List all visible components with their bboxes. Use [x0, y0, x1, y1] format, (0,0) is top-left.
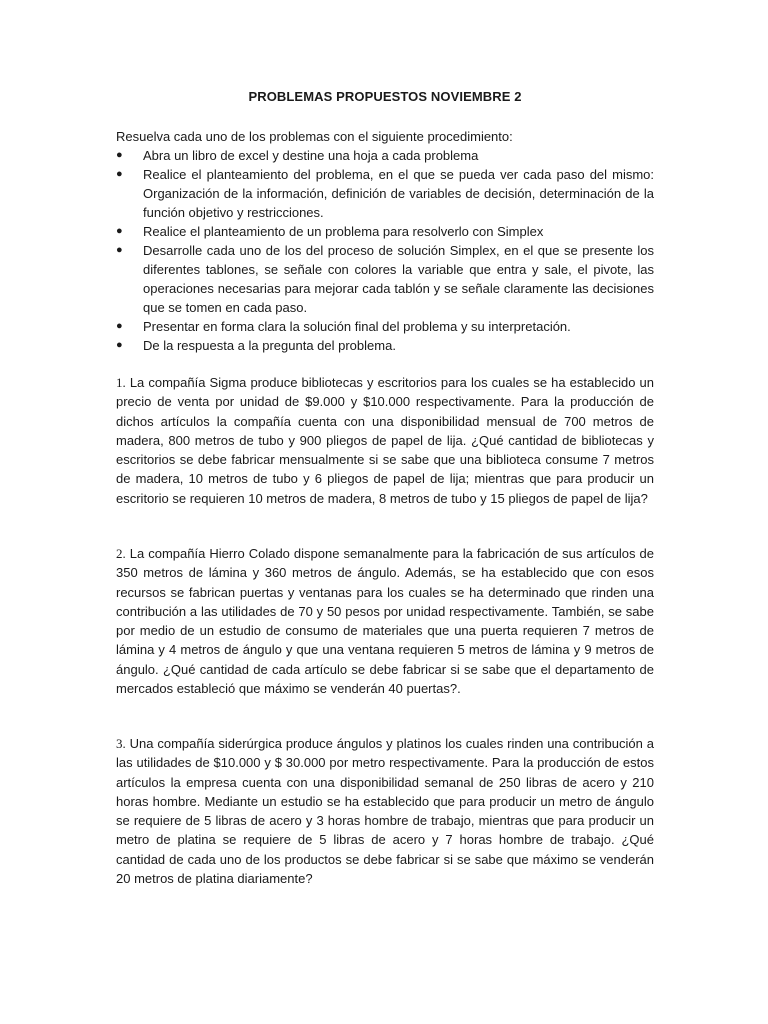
problem-number: 3. — [116, 736, 126, 751]
bullet-icon: ● — [116, 149, 123, 161]
bullet-icon: ● — [116, 339, 123, 351]
problem-1 — [116, 373, 654, 508]
problem-text: Una compañía siderúrgica produce ángulos y platinos los cuales rinden una contribución a las utilidades de $10.000 y $ 30.000 por metro respectivamente. Para la producción de estos artículos la empresa cuenta con una disponibilidad semanal de 250 libras de acero y 210 horas hombre. Mediante un estudio se ha establecido que para producir un metro de ángulo se requiere de 5 libras de acero y 3 horas hombre de trabajo, mientras que para producir un metro de platina se requiere de 5 libras de acero y 7 horas hombre de trabajo. ¿Qué cantidad de cada uno de los productos se debe fabricar si se sabe que máximo se venderán 20 metros de platina diariamente? — [116, 736, 654, 887]
procedure-step-text: Realice el planteamiento del problema, en el que se pueda ver cada paso del mismo: Organización de la información, definición de variables de decisión, determinación de la función objetivo y restricciones. — [143, 167, 654, 220]
problem-number: 2. — [116, 546, 126, 561]
problem-text: La compañía Hierro Colado dispone semanalmente para la fabricación de sus artículos de 350 metros de lámina y 360 metros de ángulo. Además, se ha establecido que con esos recursos se fabrican puertas y ventanas para los cuales se ha determinado que rinden una contribución a las utilidades de 70 y 50 pesos por unidad respectivamente. También, se sabe por medio de un estudio de consumo de materiales que una puerta requieren 7 metros de lámina y 4 metros de ángulo y que una ventana requieren 5 metros de lámina y 9 metros de ángulo. ¿Qué cantidad de cada artículo se debe fabricar si se sabe que el departamento de mercados estableció que máximo se venderán 40 puertas?. — [116, 546, 654, 697]
procedure-intro: Resuelva cada uno de los problemas con el siguiente procedimiento: — [116, 129, 513, 144]
procedure-step — [116, 336, 654, 355]
document-title: PROBLEMAS PROPUESTOS NOVIEMBRE 2 — [248, 89, 522, 104]
problem-2 — [116, 544, 654, 698]
procedure-step-text: Abra un libro de excel y destine una hoja a cada problema — [143, 148, 479, 163]
procedure-step-text: De la respuesta a la pregunta del problema. — [143, 338, 396, 353]
procedure-step-text: Presentar en forma clara la solución final del problema y su interpretación. — [143, 319, 571, 334]
bullet-icon: ● — [116, 320, 123, 332]
procedure-steps-list — [116, 146, 654, 355]
procedure-step — [116, 241, 654, 317]
problem-3 — [116, 734, 654, 888]
procedure-step — [116, 146, 654, 165]
procedure-step-text: Realice el planteamiento de un problema para resolverlo con Simplex — [143, 224, 544, 239]
bullet-icon: ● — [116, 225, 123, 237]
procedure-step — [116, 222, 654, 241]
bullet-icon: ● — [116, 168, 123, 180]
procedure-step — [116, 165, 654, 222]
procedure-step — [116, 317, 654, 336]
problem-text: La compañía Sigma produce bibliotecas y escritorios para los cuales se ha establecido un precio de venta por unidad de $9.000 y $10.000 respectivamente. Para la producción de dichos artículos la compañía cuenta con una disponibilidad mensual de 700 metros de madera, 800 metros de tubo y 900 pliegos de papel de lija. ¿Qué cantidad de bibliotecas y escritorios se debe fabricar mensualmente si se sabe que una biblioteca consume 7 metros de madera, 10 metros de tubo y 6 pliegos de papel de lija; mientras que para producir un escritorio se requieren 10 metros de madera, 8 metros de tubo y 15 pliegos de papel de lija? — [116, 375, 654, 506]
procedure-step-text: Desarrolle cada uno de los del proceso de solución Simplex, en el que se presente los diferentes tablones, se señale con colores la variable que entra y sale, el pivote, las operaciones necesarias para mejorar cada tablón y se señale claramente las decisiones que se tomen en cada paso. — [143, 243, 654, 315]
bullet-icon: ● — [116, 244, 123, 256]
problem-number: 1. — [116, 375, 126, 390]
